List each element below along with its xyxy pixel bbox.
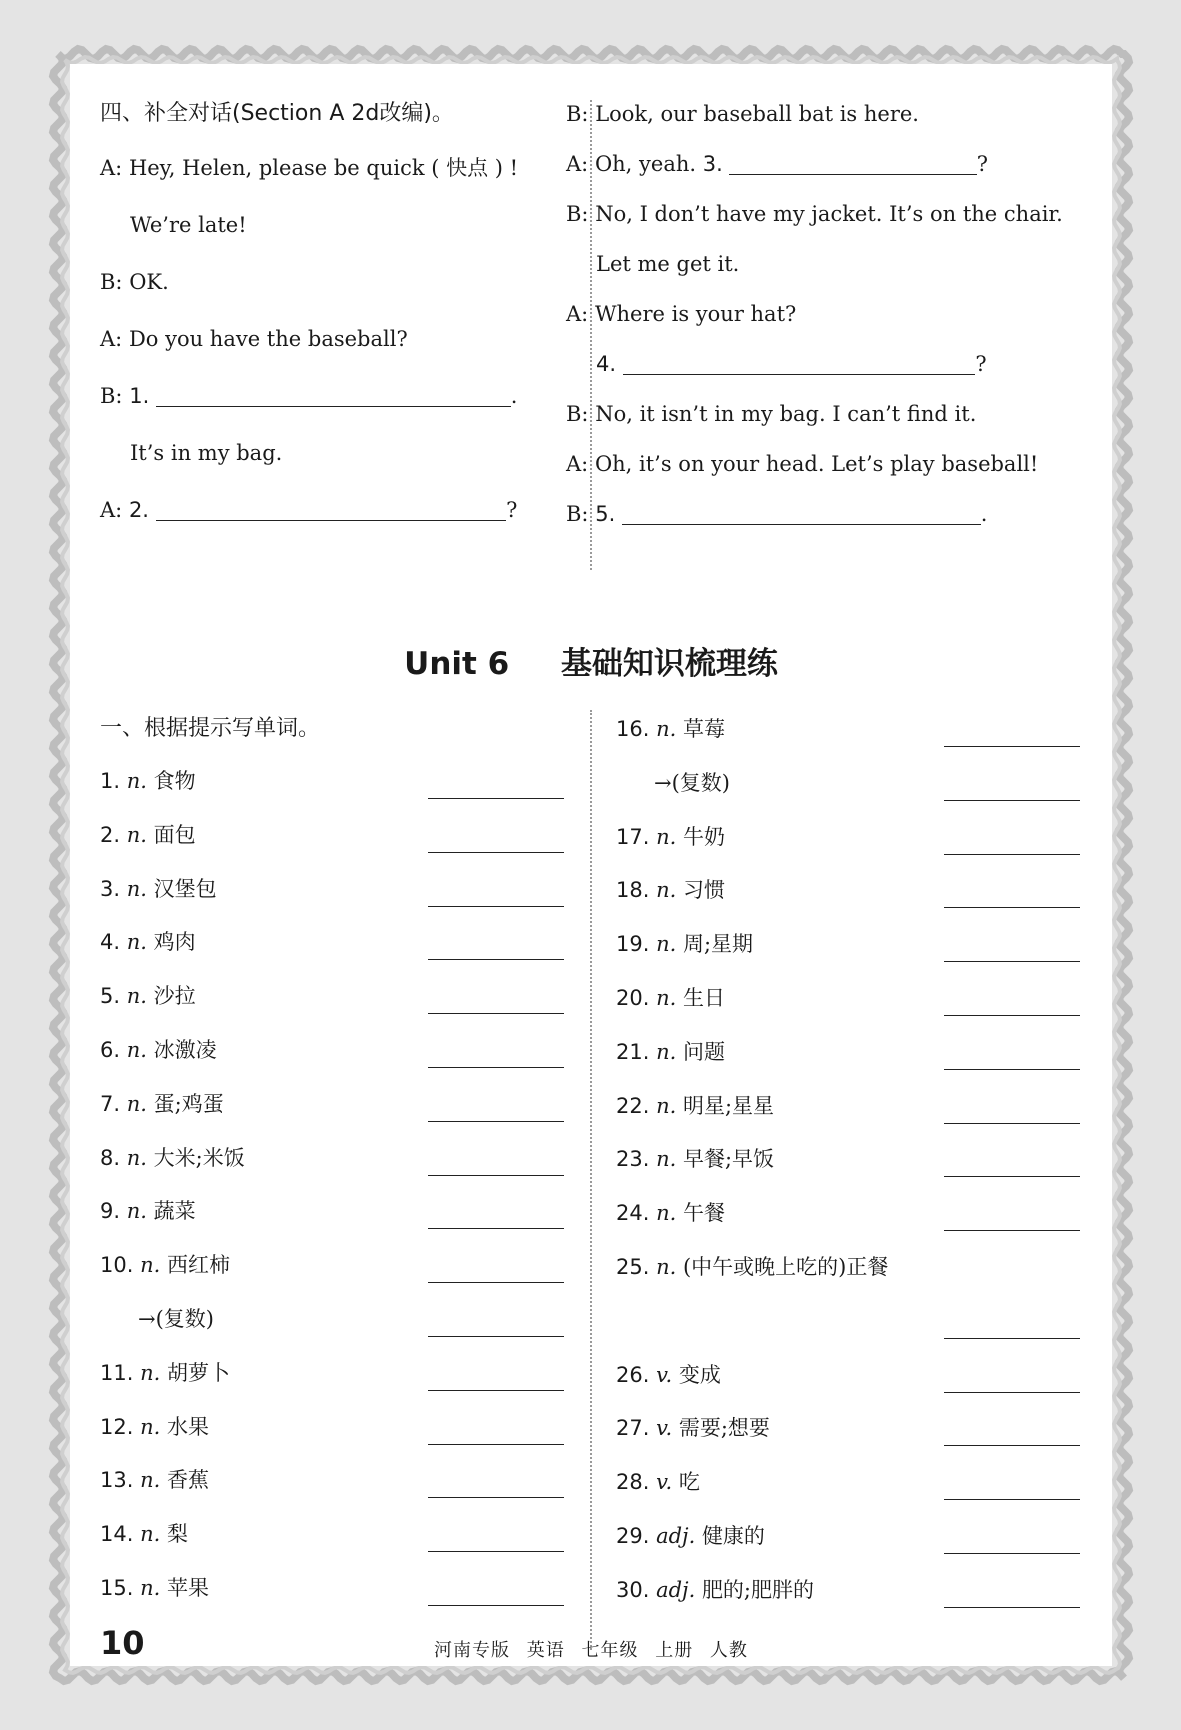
blank-end-punctuation: . [510, 384, 518, 408]
part-of-speech: n. [126, 822, 147, 847]
vocab-item [100, 1196, 564, 1230]
vocab-prompt [616, 1467, 700, 1497]
part-of-speech: n. [126, 1038, 147, 1062]
vocab-item [616, 768, 1080, 802]
chinese-meaning: →(复数) [138, 1307, 214, 1331]
part-of-speech: n. [656, 986, 677, 1010]
answer-blank[interactable] [428, 1228, 564, 1229]
blank-end-punctuation: ? [506, 498, 518, 522]
vocab-item [100, 981, 564, 1015]
dialogue-line [130, 211, 522, 239]
question-number: 1. [100, 769, 121, 793]
answer-blank[interactable] [944, 1607, 1080, 1608]
part-of-speech: v. [656, 1470, 673, 1495]
blank-end-punctuation: . [980, 502, 988, 526]
answer-blank[interactable] [729, 152, 976, 175]
chinese-meaning: 大米;米饭 [153, 1145, 245, 1170]
vocab-item [100, 1143, 564, 1177]
answer-blank[interactable] [944, 907, 1080, 908]
question-number: 2. [100, 822, 121, 847]
vocab-prompt [616, 1360, 721, 1390]
part-of-speech: n. [140, 1253, 161, 1278]
vocab-item [100, 1358, 564, 1392]
dialogue-line [100, 382, 522, 410]
chinese-meaning: 梨 [166, 1522, 188, 1547]
question-number: 6. [100, 1038, 121, 1062]
dialogue-line [566, 100, 992, 128]
answer-blank[interactable] [428, 1390, 564, 1391]
chinese-meaning: 变成 [678, 1362, 721, 1387]
question-number: 8. [100, 1145, 121, 1170]
chinese-meaning: 周;星期 [682, 932, 754, 957]
answer-blank[interactable] [944, 1176, 1080, 1177]
dialogue-text: Look, our baseball bat is here. [595, 102, 919, 126]
vocab-item [616, 1521, 1080, 1555]
part-of-speech: n. [140, 1576, 161, 1600]
question-number: 10. [100, 1253, 134, 1278]
vocab-prompt [100, 1250, 230, 1280]
dialogue-line [100, 496, 522, 524]
chinese-meaning: 肥的;肥胖的 [701, 1577, 815, 1602]
dialogue-line [596, 250, 992, 278]
answer-blank[interactable] [428, 798, 564, 799]
dialogue-text: Where is your hat? [594, 302, 797, 326]
question-number: 20. [616, 986, 650, 1010]
question-number: 17. [616, 824, 650, 849]
part-of-speech: n. [656, 1039, 677, 1064]
part-of-speech: n. [126, 930, 147, 955]
chinese-meaning: 西红柿 [166, 1253, 230, 1278]
part-of-speech: n. [140, 1414, 161, 1439]
answer-blank[interactable] [944, 1499, 1080, 1500]
part-of-speech: n. [140, 1360, 161, 1385]
dialogue-text: We’re late! [130, 213, 247, 237]
chinese-meaning: 冰激凌 [153, 1038, 217, 1062]
vocab-prompt [616, 1575, 814, 1605]
vocab-item [100, 1519, 564, 1553]
answer-blank[interactable] [428, 1121, 564, 1122]
vocab-item [616, 714, 1080, 748]
part-of-speech: n. [656, 824, 677, 849]
chinese-meaning: 香蕉 [166, 1468, 209, 1493]
answer-blank[interactable] [944, 1553, 1080, 1554]
chinese-meaning: 需要;想要 [678, 1416, 770, 1441]
chinese-meaning: 苹果 [166, 1576, 209, 1600]
worksheet-page [70, 64, 1112, 1666]
part-of-speech: n. [126, 769, 147, 793]
vocab-prompt [100, 1196, 196, 1226]
vocab-prompt [100, 820, 196, 850]
chinese-meaning: 健康的 [701, 1524, 765, 1548]
answer-blank[interactable] [944, 1230, 1080, 1231]
vocab-prompt [100, 1465, 209, 1495]
answer-blank[interactable] [428, 906, 564, 907]
chinese-meaning: 午餐 [682, 1201, 725, 1226]
vocab-prompt [100, 874, 217, 904]
chinese-meaning: 草莓 [682, 717, 725, 741]
question-number: 14. [100, 1522, 134, 1547]
dialogue-text: No, I don’t have my jacket. It’s on the chair. [595, 202, 1063, 226]
dialogue-text: Oh, it’s on your head. Let’s play baseball! [594, 452, 1039, 476]
blank-number: 3. [702, 152, 723, 176]
dialogue-speaker: A: [100, 327, 123, 351]
question-number: 28. [616, 1470, 650, 1495]
dialogue-line [566, 150, 992, 178]
vocab-prompt [138, 1304, 214, 1334]
vocab-prompt [616, 929, 753, 959]
unit-title [70, 638, 1112, 683]
answer-blank[interactable] [428, 1551, 564, 1552]
answer-blank[interactable] [428, 1067, 564, 1068]
dialogue-line [566, 500, 992, 528]
dialogue-text: Let me get it. [596, 252, 740, 276]
vocab-prompt [616, 1091, 774, 1121]
vocab-item [616, 1037, 1080, 1071]
answer-blank[interactable] [944, 1445, 1080, 1446]
chinese-meaning: 早餐;早饭 [682, 1147, 775, 1172]
vocab-item [616, 1467, 1080, 1501]
dialogue-speaker: A: [566, 452, 589, 476]
vocab-item [100, 874, 564, 908]
answer-blank[interactable] [944, 961, 1080, 962]
vocab-item [616, 1091, 1080, 1125]
dialogue-heading: 四、补全对话(Section A 2d改编)。 [100, 101, 454, 126]
vocab-column-divider [590, 710, 592, 1650]
dialogue-speaker: A: [100, 156, 123, 180]
page-number: 10 [100, 1624, 145, 1662]
vocab-item [616, 1144, 1080, 1178]
dialogue-speaker: B: [100, 384, 123, 408]
question-number: 3. [100, 876, 121, 901]
chinese-meaning: 水果 [166, 1414, 209, 1439]
blank-number: 5. [595, 502, 616, 526]
vocab-prompt [616, 1521, 765, 1551]
vocab-item [616, 1413, 1080, 1447]
vocab-item [616, 875, 1080, 909]
question-number: 7. [100, 1091, 121, 1116]
vocab-prompt [616, 983, 725, 1013]
dialogue-text: It’s in my bag. [130, 441, 283, 465]
question-number: 4. [100, 930, 121, 955]
dialogue-line [566, 400, 992, 428]
question-number: 26. [616, 1362, 650, 1387]
answer-blank[interactable] [944, 746, 1080, 747]
part-of-speech: adj. [656, 1524, 696, 1548]
vocab-item [616, 1575, 1080, 1609]
dialogue-text: Hey, Helen, please be quick ( 快点 ) ! [128, 156, 519, 180]
dialogue-speaker: B: [566, 402, 589, 426]
vocab-prompt [616, 714, 725, 744]
answer-blank[interactable] [428, 1175, 564, 1176]
vocab-prompt [616, 822, 725, 852]
chinese-meaning: →(复数) [654, 770, 730, 795]
part-of-speech: n. [656, 932, 677, 957]
question-number: 25. [616, 1255, 650, 1279]
question-number: 27. [616, 1416, 650, 1441]
blank-end-punctuation: ? [976, 152, 989, 176]
part-of-speech: n. [656, 717, 677, 741]
answer-blank[interactable] [428, 1444, 564, 1445]
chinese-meaning: 鸡肉 [153, 930, 196, 955]
chinese-meaning: 问题 [682, 1039, 725, 1064]
answer-blank[interactable] [428, 1336, 564, 1337]
question-number: 11. [100, 1360, 134, 1385]
unit-section-name: 基础知识梳理练 [560, 646, 778, 682]
answer-blank[interactable] [623, 352, 976, 375]
question-number: 19. [616, 932, 650, 957]
vocab-prompt [616, 1413, 770, 1443]
part-of-speech: n. [140, 1522, 161, 1547]
vocab-item [616, 929, 1080, 963]
dialogue-line [100, 268, 522, 296]
vocab-prompt [616, 1037, 725, 1067]
vocab-item [616, 1306, 1080, 1340]
chinese-meaning: 吃 [678, 1470, 700, 1495]
question-number: 18. [616, 878, 650, 903]
vocab-prompt [100, 981, 196, 1011]
part-of-speech: v. [656, 1362, 673, 1387]
dialogue-speaker: B: [566, 102, 589, 126]
question-number: 12. [100, 1414, 134, 1439]
vocab-prompt [100, 1143, 245, 1173]
vocab-prompt [654, 768, 730, 798]
blank-number: 4. [596, 352, 617, 376]
vocab-item [100, 1250, 564, 1284]
question-number: 30. [616, 1577, 650, 1602]
blank-end-punctuation: ? [975, 352, 987, 376]
part-of-speech: n. [656, 1255, 677, 1279]
vocab-item [100, 1465, 564, 1499]
vocab-item [616, 983, 1080, 1017]
question-number: 22. [616, 1093, 650, 1118]
vocab-item [100, 766, 564, 800]
vocab-prompt [100, 1035, 217, 1065]
part-of-speech: n. [656, 1147, 677, 1172]
vocab-prompt [100, 766, 196, 796]
vocab-prompt [616, 1144, 774, 1174]
part-of-speech: adj. [656, 1577, 696, 1602]
dialogue-speaker: A: [566, 302, 589, 326]
vocab-prompt [100, 1089, 224, 1119]
blank-number: 1. [129, 384, 150, 408]
answer-blank[interactable] [944, 800, 1080, 801]
vocab-prompt [100, 1358, 230, 1388]
dialogue-speaker: A: [100, 498, 123, 522]
dialogue-text: Oh, yeah. [594, 152, 697, 176]
dialogue-line [130, 439, 522, 467]
vocab-item [100, 1089, 564, 1123]
question-number: 29. [616, 1524, 650, 1548]
vocab-item [100, 1573, 564, 1607]
vocab-heading: 一、根据提示写单词。 [100, 716, 321, 741]
dialogue-line [100, 154, 522, 182]
chinese-meaning: 牛奶 [682, 824, 725, 849]
dialogue-line [566, 200, 1063, 228]
vocab-item [616, 822, 1080, 856]
answer-blank[interactable] [428, 1013, 564, 1014]
part-of-speech: n. [656, 1201, 677, 1226]
answer-blank[interactable] [428, 1497, 564, 1498]
part-of-speech: n. [126, 1145, 147, 1170]
vocab-prompt [100, 1573, 209, 1603]
vocab-prompt [100, 1412, 209, 1442]
question-number: 13. [100, 1468, 134, 1493]
part-of-speech: n. [126, 876, 147, 901]
chinese-meaning: (中午或晚上吃的)正餐 [682, 1255, 889, 1279]
question-number: 5. [100, 984, 121, 1009]
part-of-speech: v. [656, 1416, 673, 1441]
question-number: 23. [616, 1147, 650, 1172]
vocab-item [616, 1252, 1080, 1286]
vocab-prompt [616, 875, 725, 905]
unit-label: Unit 6 [404, 646, 510, 682]
footer-text: 河南专版 英语 七年级 上册 人教 [434, 1640, 748, 1661]
dialogue-line [100, 325, 522, 353]
vocab-prompt [616, 1198, 725, 1228]
answer-blank[interactable] [428, 1605, 564, 1606]
dialogue-line [596, 350, 992, 378]
vocab-item [616, 1360, 1080, 1394]
dialogue-speaker: B: [100, 270, 123, 294]
chinese-meaning: 蛋;鸡蛋 [153, 1091, 224, 1116]
answer-blank[interactable] [428, 959, 564, 960]
answer-blank[interactable] [944, 1069, 1080, 1070]
answer-blank[interactable] [156, 384, 511, 407]
blank-number: 2. [128, 498, 149, 522]
answer-blank[interactable] [944, 854, 1080, 855]
dialogue-line [566, 300, 992, 328]
answer-blank[interactable] [944, 1392, 1080, 1393]
dialogue-speaker: B: [566, 502, 589, 526]
answer-blank[interactable] [428, 1282, 564, 1283]
part-of-speech: n. [140, 1468, 161, 1493]
vocab-item [100, 1304, 564, 1338]
chinese-meaning: 食物 [153, 769, 196, 793]
vocab-item [100, 1035, 564, 1069]
vocab-prompt [616, 1252, 888, 1282]
answer-blank[interactable] [944, 1123, 1080, 1124]
question-number: 24. [616, 1201, 650, 1226]
part-of-speech: n. [656, 878, 677, 903]
vocab-item [100, 927, 564, 961]
question-number: 16. [616, 717, 650, 741]
vocab-item [100, 820, 564, 854]
chinese-meaning: 面包 [153, 822, 196, 847]
dialogue-text: Do you have the baseball? [128, 327, 408, 351]
question-number: 21. [616, 1039, 650, 1064]
question-number: 15. [100, 1576, 134, 1600]
part-of-speech: n. [126, 984, 147, 1009]
chinese-meaning: 明星;星星 [682, 1093, 775, 1118]
dialogue-text: No, it isn’t in my bag. I can’t find it. [595, 402, 977, 426]
vocab-prompt [100, 927, 196, 957]
chinese-meaning: 生日 [682, 986, 725, 1010]
part-of-speech: n. [126, 1091, 147, 1116]
answer-blank[interactable] [944, 1338, 1080, 1339]
answer-blank[interactable] [156, 498, 506, 521]
dialogue-line [566, 450, 1039, 478]
answer-blank[interactable] [622, 502, 981, 525]
chinese-meaning: 沙拉 [153, 984, 196, 1009]
answer-blank[interactable] [944, 1015, 1080, 1016]
chinese-meaning: 胡萝卜 [166, 1360, 230, 1385]
question-number: 9. [100, 1199, 121, 1224]
vocab-item [616, 1198, 1080, 1232]
vocab-prompt [100, 1519, 188, 1549]
dialogue-speaker: B: [566, 202, 589, 226]
vocab-item [100, 1412, 564, 1446]
chinese-meaning: 蔬菜 [153, 1199, 196, 1224]
chinese-meaning: 习惯 [682, 878, 725, 903]
dialogue-speaker: A: [566, 152, 589, 176]
chinese-meaning: 汉堡包 [153, 876, 217, 901]
answer-blank[interactable] [428, 852, 564, 853]
dialogue-text: OK. [129, 270, 169, 294]
part-of-speech: n. [126, 1199, 147, 1224]
part-of-speech: n. [656, 1093, 677, 1118]
